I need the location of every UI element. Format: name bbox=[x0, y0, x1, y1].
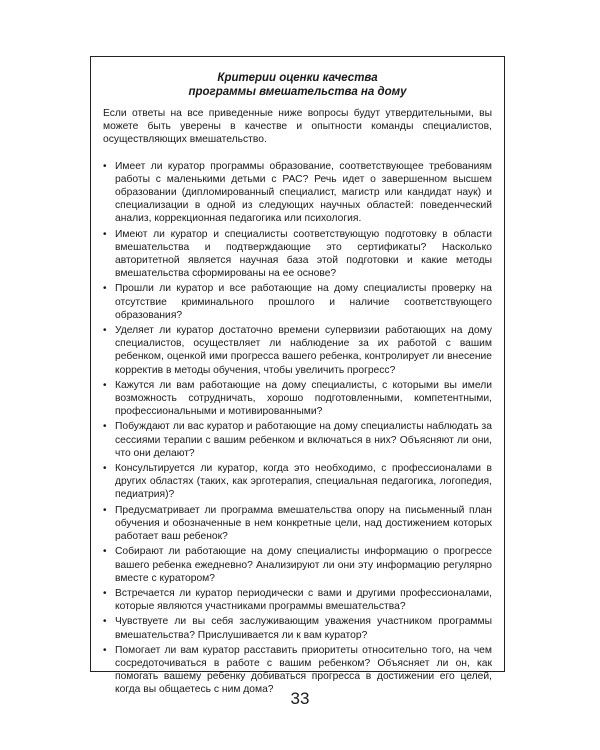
bullet-icon: • bbox=[103, 228, 107, 240]
bullet-icon: • bbox=[103, 504, 107, 516]
page-number: 33 bbox=[290, 689, 310, 708]
bullet-icon: • bbox=[103, 616, 107, 628]
list-item bbox=[103, 615, 492, 641]
bullet-icon: • bbox=[103, 644, 107, 656]
list-item-text: Уделяет ли куратор достаточно времени супервизии работающих на дому специалистов, осуществляет ли наблюдение за их работой с вашим ребенком, оценкой ими прогресса вашего ребенка, контролирует ли внесение корректив в методы обучения, чтобы увеличить прогресс? bbox=[115, 325, 492, 376]
bullet-icon: • bbox=[103, 379, 107, 391]
list-item-text: Прошли ли куратор и все работающие на дому специалисты проверку на отсутствие криминального прошлого и наличие соответствующего образования? bbox=[115, 283, 492, 321]
list-item-text: Побуждают ли вас куратор и работающие на дому специалисты наблюдать за сессиями терапии с вашим ребенком и включаться в них? Объясняют ли они, что они делают? bbox=[115, 421, 492, 459]
list-item bbox=[103, 420, 492, 460]
bullet-icon: • bbox=[103, 546, 107, 558]
list-item bbox=[103, 160, 492, 226]
list-item bbox=[103, 587, 492, 613]
criteria-list bbox=[103, 160, 492, 697]
bullet-icon: • bbox=[103, 463, 107, 475]
list-item bbox=[103, 282, 492, 322]
bullet-icon: • bbox=[103, 587, 107, 599]
bullet-icon: • bbox=[103, 283, 107, 295]
list-item-text: Имеет ли куратор программы образование, соответствующее требованиям работы с маленькими детьми с РАС? Речь идет о завершенном высшем образовании (дипломированный специалист, магистр или кандидат наук) и специализации в одной из следующих научных областей: поведенческий анализ, коррекционная педагогика или психология. bbox=[115, 160, 492, 225]
bullet-icon: • bbox=[103, 421, 107, 433]
list-item bbox=[103, 504, 492, 544]
list-item bbox=[103, 324, 492, 377]
list-item-text: Чувствуете ли вы себя заслуживающим уважения участником программы вмешательства? Прислушивается ли к вам куратор? bbox=[115, 616, 492, 641]
box-title-line-1: Критерии оценки качества bbox=[217, 72, 378, 84]
list-item-text: Предусматривает ли программа вмешательства опору на письменный план обучения и обозначенные в нем конкретные цели, над достижением которых работает ваш ребенок? bbox=[115, 504, 492, 543]
intro-paragraph: Если ответы на все приведенные ниже вопросы будут утвердительными, вы можете быть уверены в качестве и опытности команды специалистов, осуществляющих вмешательство. bbox=[103, 108, 492, 146]
box-title bbox=[103, 71, 492, 99]
criteria-box bbox=[90, 56, 505, 696]
list-item-text: Консультируется ли куратор, когда это необходимо, с профессионалами в других областях (таких, как эрготерапия, специальная педагогика, логопедия, педиатрия)? bbox=[115, 463, 492, 501]
bullet-icon: • bbox=[103, 160, 107, 172]
list-item bbox=[103, 228, 492, 281]
list-item-text: Имеют ли куратор и специалисты соответствующую подготовку в области вмешательства и подтверждающие это сертификаты? Насколько авторитетной является научная база этой подготовки и какие методы вмешательства сформированы на ее основе? bbox=[115, 228, 492, 280]
list-item bbox=[103, 545, 492, 585]
list-item-text: Встречается ли куратор периодически с вами и другими профессионалами, которые являются участниками программы вмешательства? bbox=[115, 587, 492, 613]
list-item-text: Собирают ли работающие на дому специалисты информацию о прогрессе вашего ребенка ежедневно? Анализируют ли они эту информацию регулярно вместе с куратором? bbox=[115, 546, 492, 584]
list-item-text: Помогает ли вам куратор расставить приоритеты относительно того, на чем сосредоточиваться в работе с вашим ребенком? Объясняет ли он, как помогать вашему ребенку добиваться прогресса в достижении его целей, когда вы общаетесь с ним дома? bbox=[115, 644, 492, 696]
list-item bbox=[103, 462, 492, 502]
list-item-text: Кажутся ли вам работающие на дому специалисты, с которыми вы имели возможность сотрудничать, хорошо подготовленными, компетентными, профессиональными и мотивированными? bbox=[115, 379, 492, 418]
bullet-icon: • bbox=[103, 325, 107, 337]
box-title-line-2: программы вмешательства на дому bbox=[188, 86, 407, 98]
list-item bbox=[103, 379, 492, 419]
